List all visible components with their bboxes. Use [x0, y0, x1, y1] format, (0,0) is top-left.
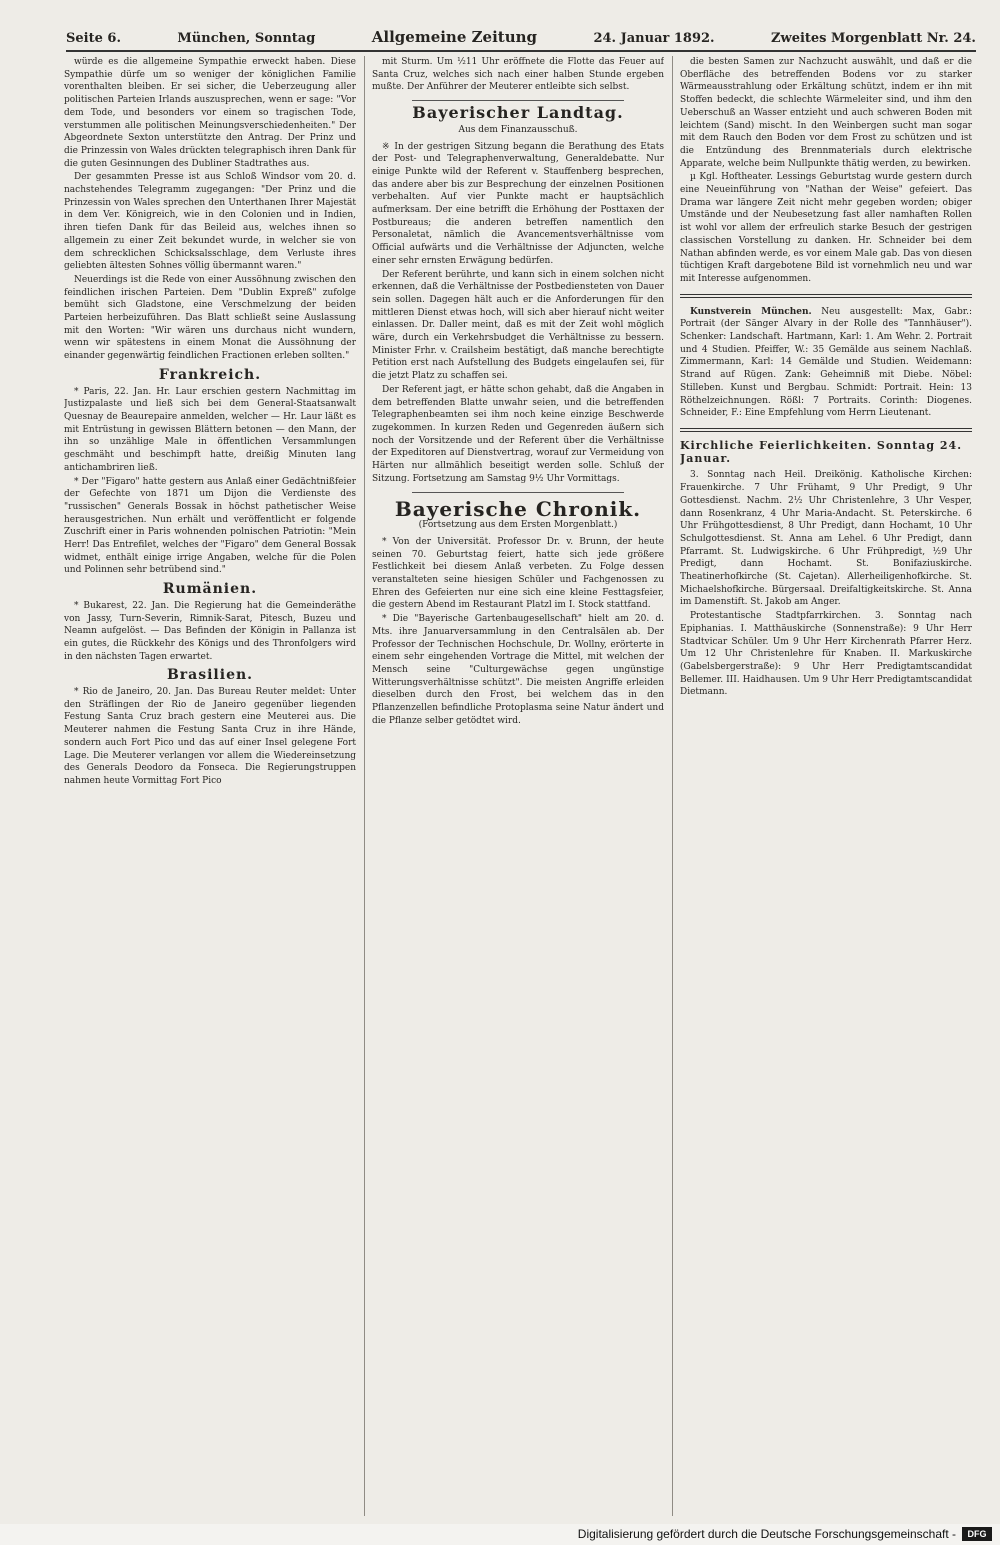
column-2 — [372, 56, 664, 1520]
edition-label: Zweites Morgenblatt Nr. 24. — [771, 31, 976, 46]
article-paragraph: * Von der Universität. Professor Dr. v. Brunn, der heute seinen 70. Geburtstag feiert, hatte sich jede größere Festlichkeit bei diesem Anlaß verbeten. Zu Folge dessen veranstalteten seine hiesigen Schüler und Fachgenossen zu Ehren des Gefeierten nur eine sich eine kleine Festtagsfeier, die gestern Abend im Restaurant Platzl im I. Stock stattfand. — [372, 536, 664, 611]
article-paragraph: Protestantische Stadtpfarrkirchen. 3. Sonntag nach Epiphanias. I. Matthäuskirche (Sonnenstraße): 9 Uhr Herr Stadtvicar Schüler. Um 9 Uhr Herr Kirchenrath Pfarrer Herz. Um 12 Uhr Christenlehre für Knaben. II. Markuskirche (Gabelsbergerstraße): 9 Uhr Herr Predigtamtscandidat Bellemer. III. Haidhausen. Um 9 Uhr Herr Predigtamtscandidat Dietmann. — [680, 611, 972, 698]
section-heading-landtag: Bayerischer Landtag. — [412, 103, 624, 123]
article-paragraph: * Paris, 22. Jan. Hr. Laur erschien gestern Nachmittag im Justizpalaste und ließ sich bei dem General-Staatsanwalt Quesnay de Beaurepaire anmelden, welcher — Hr. Laur läßt es mit Entrüstung in gewissen Blättern betonen — den Mann, der ihn so unzählige Male in öffentlichen Versammlungen geschmäht und beschimpft hatte, dreißig Minuten lang antichambriren ließ. — [64, 386, 356, 473]
section-rule — [680, 294, 972, 298]
column-1 — [64, 56, 356, 1520]
article-paragraph: die besten Samen zur Nachzucht auswählt, und daß er die Oberfläche des betreffenden Bodens vor zu starker Wärmeausstrahlung oder Erkältung schützt, indem er ihn mit Stoffen bedeckt, die schlechte Wärmeleiter sind, und ihm den Ueberschuß an Wasser entzieht und auch schweren Boden mit leichtem (Sand) mischt. In den Weinbergen sucht man sogar mit dem Rauch den Boden vor dem Frost zu schützen und ist die Entzündung des Brennmaterials durch elektrische Apparate, welche beim Nullpunkte thätig werden, zu bewirken. — [680, 57, 972, 169]
article-paragraph: ※ In der gestrigen Sitzung begann die Berathung des Etats der Post- und Telegraphenverwaltung, Generaldebatte. Nur einige Punkte wild der Referent v. Stauffenberg besprechen, das andere aber bis zur Besprechung der einzelnen Positionen verbehalten. Auf vier Punkte macht er hauptsächlich aufmerksam. Der eine betrifft die Erhöhung der Posttaxen der Postbureaus; die anderen betreffen namentlich den Personaletat, nämlich die Avancementsverhältnisse vom Official aufwärts und die Verhältnisse der Adjuncten, welche einer sehr ernsten Erwägung bedürfen. — [372, 141, 664, 266]
article-paragraph — [680, 306, 972, 420]
issue-date: 24. Januar 1892. — [593, 31, 715, 46]
dfg-credit: Digitalisierung gefördert durch die Deutsche Forschungsgemeinschaft - — [577, 1527, 956, 1541]
article-paragraph: * Bukarest, 22. Jan. Die Regierung hat die Gemeinderäthe von Jassy, Turn-Severin, Rimnik-Sarat, Pitesch, Buzeu und Neamn aufgelöst. — Das Befinden der Königin in Pallanza ist ein gutes, die Rückkehr des Königs und des Thronfolgers wird in den nächsten Tagen erwartet. — [64, 600, 356, 662]
article-paragraph: * Die "Bayerische Gartenbaugesellschaft" hielt am 20. d. Mts. ihre Januarversammlung in den Centralsälen ab. Der Professor der Technischen Hochschule, Dr. Wollny, erörterte in einem sehr eingehenden Vortrage die Mittel, mit welchen der Mensch seine "Culturgewächse gegen ungünstige Witterungsverhältnisse schützt". Die meisten Angriffe erleiden dieselben durch den Frost, bei welchem das in den Pflanzenzellen befindliche Protoplasma seine Natur ändert und die Pflanze selber getödtet wird. — [372, 614, 664, 726]
page-header — [66, 28, 976, 52]
section-heading-kunstverein: Kunstverein München. — [690, 306, 812, 317]
column-divider — [672, 56, 673, 1516]
newspaper-title: Allgemeine Zeitung — [371, 28, 538, 46]
paragraph-text: Neu ausgestellt: Max, Gabr.: Portrait (der Sänger Alvary in der Rolle des "Tannhäuser"). Schenker: Landschaft. Hartmann, Karl: 1. Am Wehr. 2. Portrait und 4 Studien. Pfeiffer, W.: 35 Gemälde aus seinem Nachlaß. Zimmermann, Karl: 14 Gemälde und Studien. Weidemann: Strand auf Rügen. Zank: Geheimniß mit Diebe. Nöbel: Stilleben. Kunst und Bergbau. Schmidt: Portrait. Hein: 13 Röthelzeichnungen. Rößl: 7 Portraits. Corinth: Diogenes. Schneider, F.: Eine Empfehlung vom Herrn Lieutenant. — [680, 306, 972, 419]
article-paragraph: 3. Sonntag nach Heil. Dreikönig. Katholische Kirchen: Frauenkirche. 7 Uhr Frühamt, 9 Uhr Predigt, 9 Uhr Gottesdienst. Nachm. 2½ Uhr Christenlehre, 3 Uhr Vesper, dann Rosenkranz, 4 Uhr Maria-Andacht. St. Peterskirche. 6 Uhr Frühgottesdienst, 8 Uhr Predigt, dann Hochamt, 10 Uhr Schulgottesdienst. St. Anna am Lehel. 6 Uhr Predigt, dann Pfarramt. St. Ludwigskirche. 6 Uhr Frühpredigt, ½9 Uhr Predigt, dann Hochamt. St. Bonifaziuskirche. Theatinerhofkirche (St. Cajetan). Allerheiligenhofkirche. St. Michaelshofkirche. Bürgersaal. Dreifaltigkeitskirche. St. Anna im Damenstift. St. Jakob am Anger. — [680, 470, 972, 608]
section-heading-rumaenien: Rumänien. — [162, 581, 258, 598]
section-rule — [412, 100, 624, 101]
section-subheading: (Fortsetzung aus dem Ersten Morgenblatt.) — [418, 520, 618, 531]
article-paragraph: Der Referent jagt, er hätte schon gehabt, daß die Angaben in dem betreffenden Blatte unwahr seien, und die betreffenden Telegraphenbeamten sei ihm noch keine einzige Beschwerde zugekommen. In kurzen Reden und Gegenreden äußern sich noch der Vorsitzende und der Referent über die Verhältnisse der Expeditoren auf Dienstvertrag, worauf zur Vermeidung von Härten nur allmählich beseitigt werden solle. Schluß der Sitzung. Fortsetzung am Samstag 9½ Uhr Vormittags. — [372, 384, 664, 484]
article-paragraph: mit Sturm. Um ½11 Uhr eröffnete die Flotte das Feuer auf Santa Cruz, welches sich nach einer halben Stunde ergeben mußte. Der Anführer der Meuterer entleibte sich selbst. — [372, 57, 664, 93]
dfg-logo: DFG — [962, 1527, 992, 1541]
article-paragraph: * Rio de Janeiro, 20. Jan. Das Bureau Reuter meldet: Unter den Sträflingen der Rio de Janeiro gegenüber liegenden Festung Santa Cruz brach gestern eine Meuterei aus. Die Meuterer nahmen die Festung Santa Cruz in ihre Hände, sondern auch Fort Pico und das auf einer Insel gelegene Fort Lage. Die Meuterer verlangen vor allem die Wiedereinsetzung des Generals Deodoro da Fonseca. Die Regierungstruppen nahmen heute Vormittag Fort Pico — [64, 687, 356, 786]
section-heading-kirchlich: Kirchliche Feierlichkeiten. Sonntag 24. Januar. — [680, 438, 963, 465]
section-rule — [680, 428, 972, 432]
article-paragraph: * Der "Figaro" hatte gestern aus Anlaß einer Gedächtnißfeier der Gefechte von 1871 um Dijon die Verdienste des "russischen" Generals Bossak in höchst pathetischer Weise herausgestrichen. Nun erhält und veröffentlicht er folgende Zuschrift einer in Paris wohnenden polnischen Patriotin: "Mein Herr! Das Entrefilet, welches der "Figaro" dem General Bossak widmet, enthält einige irrige Angaben, welche für die Polen und Polinnen sehr betrübend sind." — [64, 476, 356, 576]
article-paragraph: Der Referent berührte, und kann sich in einem solchen nicht erkennen, daß die Verhältnisse der Postbediensteten von Dauer sein sollen. Dagegen hält auch er die Anforderungen für den mittleren Dienst etwas hoch, will sich aber hierauf nicht weiter einlassen. Dr. Daller meint, daß es mit der Zeit wohl möglich wäre, durch ein Verkehrsbudget die Verhältnisse zu bessern. Minister Frhr. v. Crailsheim bestätigt, daß manche berechtigte Petition erst nach Aufstellung des Budgets eingelaufen sei, für die jetzt Platz zu schaffen sei. — [372, 269, 664, 382]
section-heading-brasilien: Brasilien. — [166, 667, 254, 684]
column-3 — [680, 56, 972, 1520]
section-heading-frankreich: Frankreich. — [158, 366, 262, 383]
city-day: München, Sonntag — [177, 31, 316, 46]
article-paragraph: Neuerdings ist die Rede von einer Aussöhnung zwischen den feindlichen irischen Parteien. Dem "Dublin Expreß" zufolge bemüht sich Gladstone, eine Verschmelzung der beiden Parteien herbeizuführen. Das Blatt schließt seine Auslassung mit den Worten: "Wir wären uns durchaus nicht wundern, wenn wir spätestens in einem Monat die Aussöhnung der einander gegenwärtig feindlichen Fractionen erleben sollten." — [64, 274, 356, 362]
section-subheading: Aus dem Finanzausschuß. — [458, 124, 578, 135]
section-heading-chronik: Bayerische Chronik. — [394, 496, 642, 521]
section-rule — [412, 492, 624, 493]
article-paragraph: µ Kgl. Hoftheater. Lessings Geburtstag wurde gestern durch eine Neueinführung von "Nathan der Weise" gefeiert. Das Drama war längere Zeit nicht mehr gegeben worden; obiger Umstände und der Neubesetzung fast aller namhaften Rollen ist wohl vor allem der erfreulich starke Besuch der gestrigen classischen Vorstellung zu danken. Hr. Schneider bei dem Nathan abfinden werde, es vor einem Male gab. Das von diesen tüchtigen Kraft dargebotene Bild ist vornehmlich neu und war mit Interesse aufgenommen. — [680, 172, 972, 284]
column-divider — [364, 56, 365, 1516]
article-paragraph: würde es die allgemeine Sympathie erweckt haben. Diese Sympathie dürfe um so weniger der königlichen Familie vorenthalten bleiben. Er sei sicher, die Ueberzeugung aller politischen Parteien Irlands auszusprechen, wenn er sage: "Vor dem Tode, und besonders vor einem so tragischen Tode, verstummen alle politischen Meinungsverschiedenheiten." Der Abgeordnete Sexton unterstützte den Antrag. Der Prinz und die Prinzessin von Wales drückten telegraphisch ihren Dank für die guten Gesinnungen des Dubliner Stadtrathes aus. — [64, 57, 356, 169]
article-paragraph: Der gesammten Presse ist aus Schloß Windsor vom 20. d. nachstehendes Telegramm zugegangen: "Der Prinz und die Prinzessin von Wales sprechen den Unterthanen Ihrer Majestät in dem Ver. Königreich, wie in den Colonien und in Indien, ihren tiefen Dank für das Beileid aus, welches ihnen so allgemein zu einer Zeit bekundet wurde, in welcher sie von dem schrecklichen Schicksalsschlage, dem Verluste ihres geliebten ältesten Sohnes völlig übermannt waren." — [64, 172, 356, 272]
page-number: Seite 6. — [66, 31, 121, 46]
